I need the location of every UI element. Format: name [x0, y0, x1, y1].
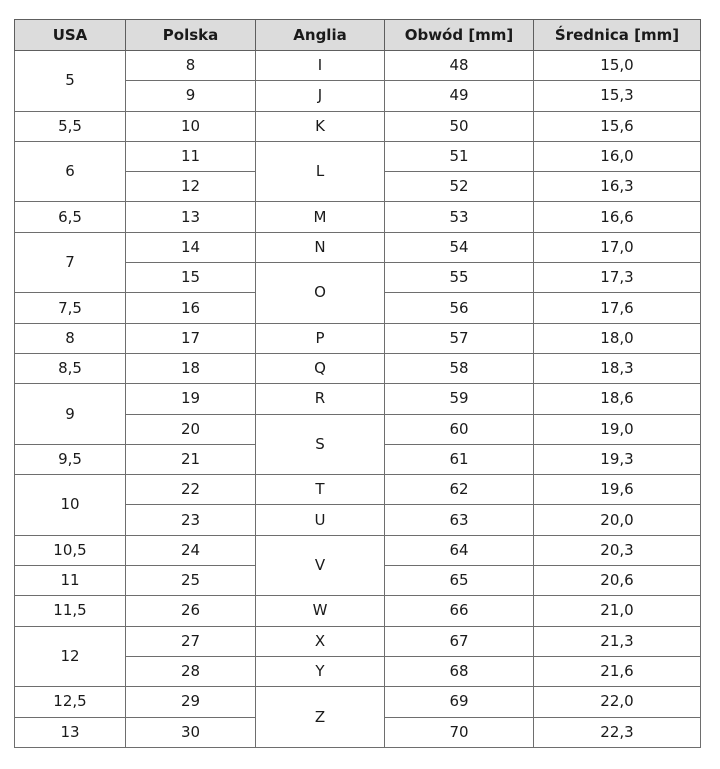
anglia-cell: K	[256, 111, 385, 141]
table-row	[15, 111, 701, 141]
polska-cell: 17	[126, 323, 256, 353]
anglia-cell: W	[256, 596, 385, 626]
usa-cell: 7	[15, 232, 126, 293]
obwod-cell: 70	[385, 717, 534, 747]
table-row	[15, 51, 701, 81]
srednica-cell: 18,3	[534, 353, 701, 383]
table-row	[15, 384, 701, 414]
srednica-cell: 19,0	[534, 414, 701, 444]
polska-cell: 8	[126, 51, 256, 81]
obwod-cell: 54	[385, 232, 534, 262]
obwod-cell: 59	[385, 384, 534, 414]
polska-cell: 10	[126, 111, 256, 141]
srednica-cell: 22,3	[534, 717, 701, 747]
anglia-cell: V	[256, 535, 385, 596]
polska-cell: 21	[126, 444, 256, 474]
obwod-cell: 52	[385, 172, 534, 202]
srednica-cell: 15,6	[534, 111, 701, 141]
srednica-cell: 21,6	[534, 656, 701, 686]
obwod-cell: 57	[385, 323, 534, 353]
polska-cell: 9	[126, 81, 256, 111]
polska-cell: 24	[126, 535, 256, 565]
obwod-cell: 58	[385, 353, 534, 383]
table-row	[15, 535, 701, 565]
obwod-cell: 61	[385, 444, 534, 474]
srednica-cell: 17,6	[534, 293, 701, 323]
obwod-cell: 60	[385, 414, 534, 444]
usa-cell: 5	[15, 51, 126, 112]
polska-cell: 25	[126, 566, 256, 596]
usa-cell: 13	[15, 717, 126, 747]
obwod-cell: 55	[385, 263, 534, 293]
obwod-cell: 56	[385, 293, 534, 323]
srednica-cell: 18,0	[534, 323, 701, 353]
polska-cell: 18	[126, 353, 256, 383]
polska-cell: 11	[126, 141, 256, 171]
obwod-cell: 62	[385, 475, 534, 505]
anglia-cell: U	[256, 505, 385, 535]
obwod-cell: 65	[385, 566, 534, 596]
obwod-cell: 48	[385, 51, 534, 81]
srednica-cell: 21,0	[534, 596, 701, 626]
obwod-cell: 49	[385, 81, 534, 111]
polska-cell: 26	[126, 596, 256, 626]
srednica-cell: 15,0	[534, 51, 701, 81]
anglia-cell: Y	[256, 656, 385, 686]
table-row	[15, 141, 701, 171]
header-usa: USA	[15, 20, 126, 51]
usa-cell: 8	[15, 323, 126, 353]
srednica-cell: 19,6	[534, 475, 701, 505]
obwod-cell: 67	[385, 626, 534, 656]
anglia-cell: I	[256, 51, 385, 81]
header-anglia: Anglia	[256, 20, 385, 51]
srednica-cell: 16,6	[534, 202, 701, 232]
usa-cell: 12,5	[15, 687, 126, 717]
usa-cell: 10	[15, 475, 126, 536]
polska-cell: 28	[126, 656, 256, 686]
table-row	[15, 232, 701, 262]
usa-cell: 6	[15, 141, 126, 202]
srednica-cell: 16,0	[534, 141, 701, 171]
srednica-cell: 16,3	[534, 172, 701, 202]
usa-cell: 7,5	[15, 293, 126, 323]
usa-cell: 12	[15, 626, 126, 687]
anglia-cell: Z	[256, 687, 385, 748]
polska-cell: 23	[126, 505, 256, 535]
usa-cell: 6,5	[15, 202, 126, 232]
anglia-cell: T	[256, 475, 385, 505]
anglia-cell: M	[256, 202, 385, 232]
polska-cell: 27	[126, 626, 256, 656]
obwod-cell: 50	[385, 111, 534, 141]
usa-cell: 10,5	[15, 535, 126, 565]
polska-cell: 29	[126, 687, 256, 717]
table-row	[15, 687, 701, 717]
usa-cell: 11,5	[15, 596, 126, 626]
polska-cell: 16	[126, 293, 256, 323]
usa-cell: 8,5	[15, 353, 126, 383]
obwod-cell: 53	[385, 202, 534, 232]
header-obwod: Obwód [mm]	[385, 20, 534, 51]
polska-cell: 12	[126, 172, 256, 202]
anglia-cell: S	[256, 414, 385, 475]
srednica-cell: 18,6	[534, 384, 701, 414]
polska-cell: 15	[126, 263, 256, 293]
header-polska: Polska	[126, 20, 256, 51]
srednica-cell: 19,3	[534, 444, 701, 474]
polska-cell: 22	[126, 475, 256, 505]
table-row	[15, 353, 701, 383]
srednica-cell: 20,6	[534, 566, 701, 596]
table-row	[15, 596, 701, 626]
anglia-cell: X	[256, 626, 385, 656]
srednica-cell: 17,3	[534, 263, 701, 293]
srednica-cell: 20,0	[534, 505, 701, 535]
srednica-cell: 20,3	[534, 535, 701, 565]
header-srednica: Średnica [mm]	[534, 20, 701, 51]
obwod-cell: 69	[385, 687, 534, 717]
srednica-cell: 21,3	[534, 626, 701, 656]
usa-cell: 11	[15, 566, 126, 596]
table-row	[15, 475, 701, 505]
anglia-cell: Q	[256, 353, 385, 383]
srednica-cell: 15,3	[534, 81, 701, 111]
obwod-cell: 66	[385, 596, 534, 626]
table-row	[15, 323, 701, 353]
table-row	[15, 626, 701, 656]
usa-cell: 9,5	[15, 444, 126, 474]
usa-cell: 9	[15, 384, 126, 445]
ring-size-table	[14, 19, 701, 748]
polska-cell: 30	[126, 717, 256, 747]
obwod-cell: 68	[385, 656, 534, 686]
table-row	[15, 202, 701, 232]
polska-cell: 14	[126, 232, 256, 262]
polska-cell: 19	[126, 384, 256, 414]
usa-cell: 5,5	[15, 111, 126, 141]
polska-cell: 20	[126, 414, 256, 444]
anglia-cell: O	[256, 263, 385, 324]
anglia-cell: P	[256, 323, 385, 353]
srednica-cell: 17,0	[534, 232, 701, 262]
anglia-cell: R	[256, 384, 385, 414]
polska-cell: 13	[126, 202, 256, 232]
obwod-cell: 63	[385, 505, 534, 535]
obwod-cell: 51	[385, 141, 534, 171]
obwod-cell: 64	[385, 535, 534, 565]
srednica-cell: 22,0	[534, 687, 701, 717]
anglia-cell: J	[256, 81, 385, 111]
header-row	[15, 20, 701, 51]
anglia-cell: N	[256, 232, 385, 262]
anglia-cell: L	[256, 141, 385, 202]
